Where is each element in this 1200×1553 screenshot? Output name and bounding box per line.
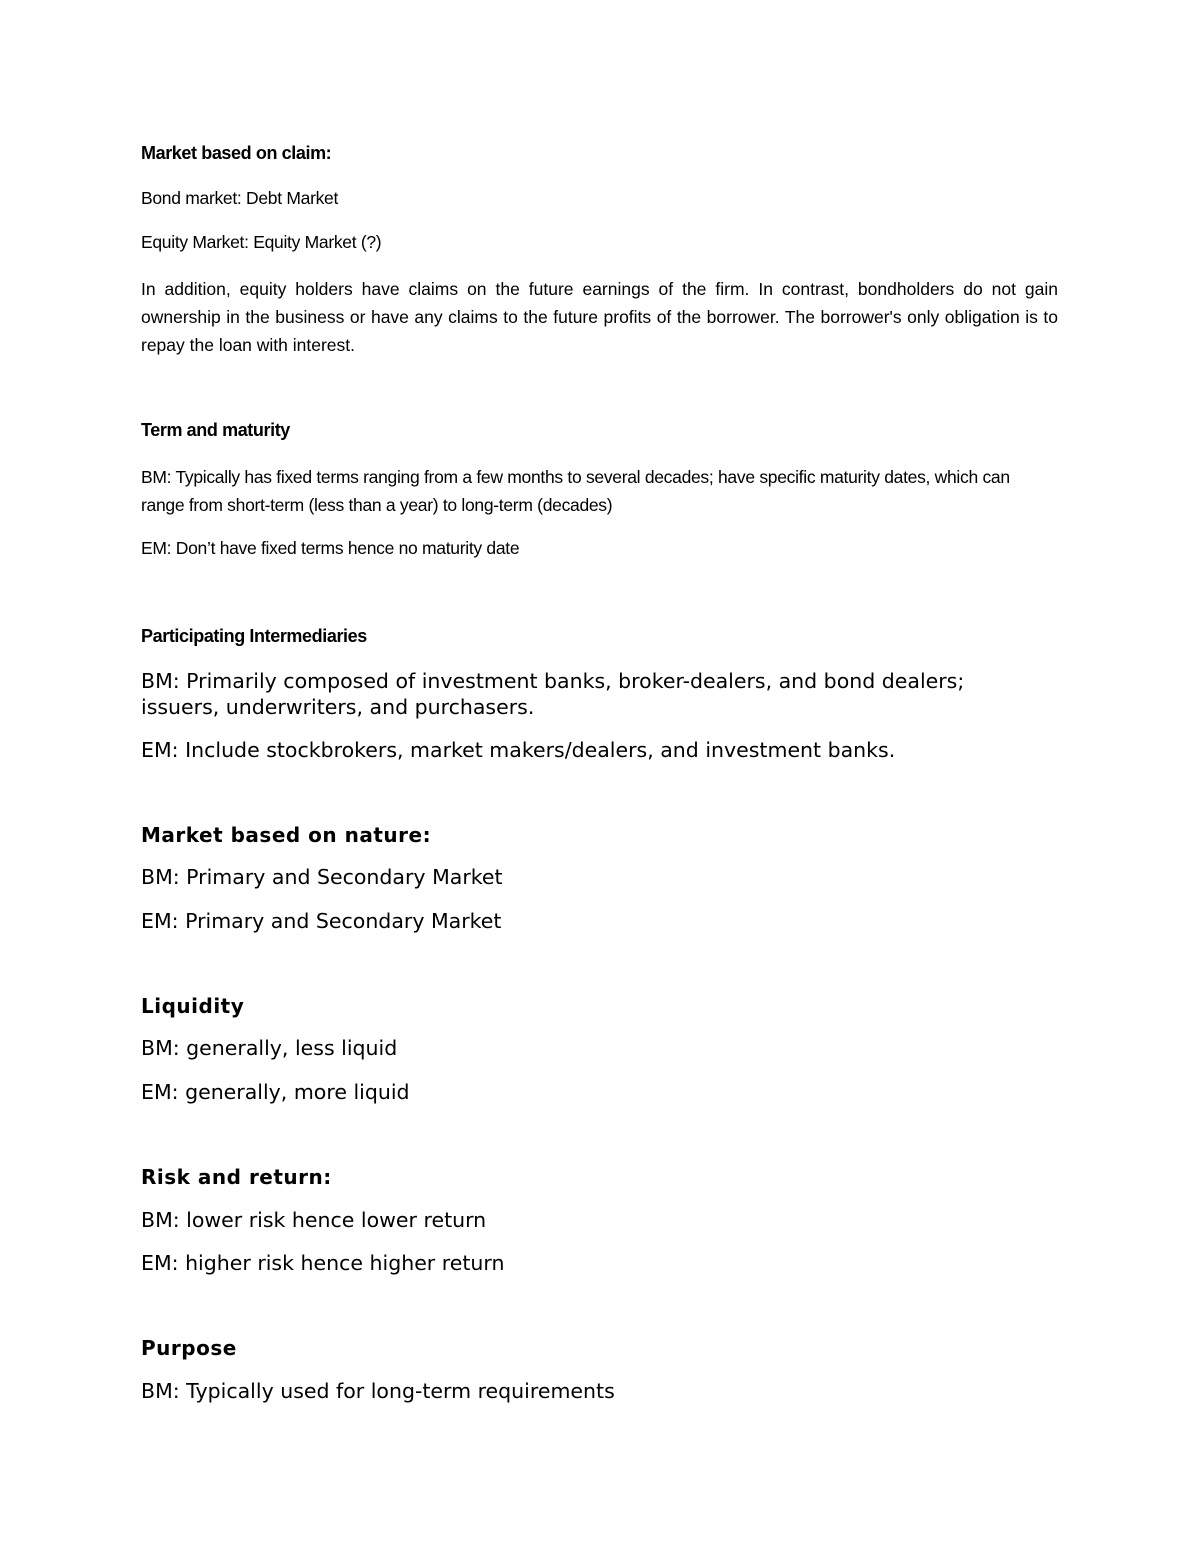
intermediaries-bm-line: BM: Primarily composed of investment banks, broker-dealers, and bond dealers; issuers, underwriters, and purchasers. [141, 669, 965, 719]
claim-heading: Market based on claim: [141, 143, 332, 163]
purpose-bm-line: BM: Typically used for long-term requirements [141, 1379, 615, 1403]
liquidity-bm-line: BM: generally, less liquid [141, 1036, 398, 1060]
nature-em-line: EM: Primary and Secondary Market [141, 909, 502, 933]
nature-bm-line: BM: Primary and Secondary Market [141, 865, 503, 889]
risk-em-line: EM: higher risk hence higher return [141, 1251, 505, 1275]
term-bm-line: BM: Typically has fixed terms ranging from a few months to several decades; have specific maturity dates, which can range from short-term (less than a year) to long-term (decades) [141, 467, 1010, 515]
term-heading: Term and maturity [141, 420, 290, 440]
risk-bm-line: BM: lower risk hence lower return [141, 1208, 487, 1232]
term-em-line: EM: Don’t have fixed terms hence no maturity date [141, 538, 520, 558]
claim-equity-line: Equity Market: Equity Market (?) [141, 232, 382, 252]
intermediaries-heading: Participating Intermediaries [141, 626, 367, 646]
risk-heading: Risk and return: [141, 1165, 332, 1189]
claim-paragraph: In addition, equity holders have claims on the future earnings of the firm. In contrast, bondholders do not gain ownership in the business or have any claims to the future profits of the borrower. The borrower's only obligation is to repay the loan with interest. [141, 279, 1058, 355]
liquidity-heading: Liquidity [141, 994, 245, 1018]
purpose-heading: Purpose [141, 1336, 237, 1360]
intermediaries-em-line: EM: Include stockbrokers, market makers/dealers, and investment banks. [141, 738, 896, 762]
nature-heading: Market based on nature: [141, 823, 432, 847]
liquidity-em-line: EM: generally, more liquid [141, 1080, 410, 1104]
document-page [141, 0, 1058, 1553]
claim-bond-line: Bond market: Debt Market [141, 188, 339, 208]
